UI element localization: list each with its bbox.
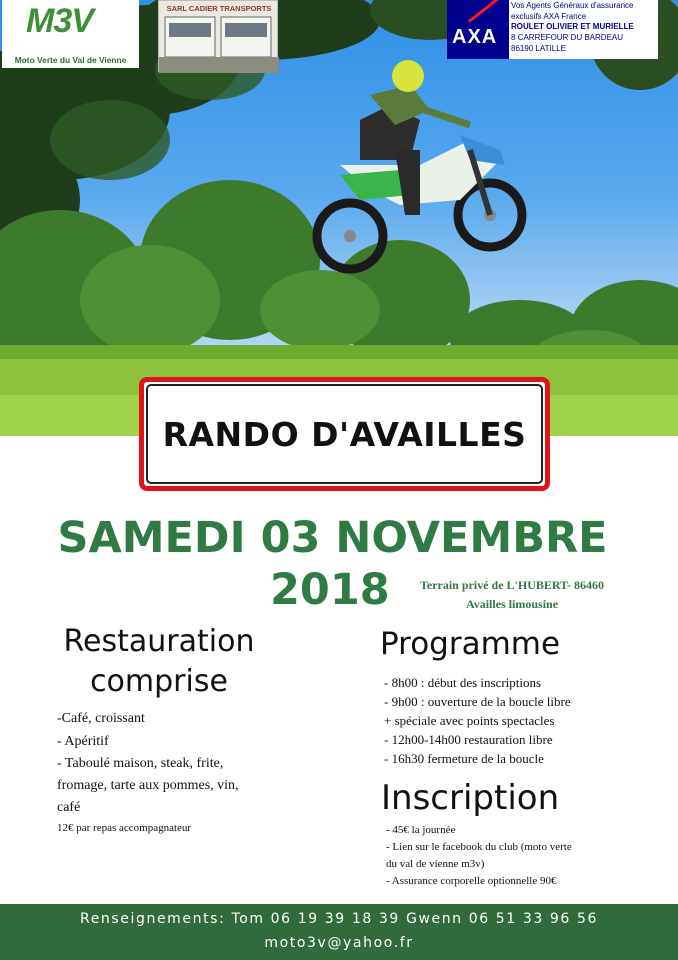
trucks-icon <box>159 1 279 73</box>
restauration-title-line-1: Restauration <box>63 624 255 659</box>
restauration-item: - Apéritif <box>57 734 109 749</box>
restauration-note: 12€ par repas accompagnateur <box>57 822 192 834</box>
axa-brand-box <box>447 0 509 59</box>
m3v-logo-name: Moto Verte du Val de Vienne <box>14 55 127 65</box>
axa-logo <box>447 0 658 59</box>
axa-line-2: exclusifs AXA France <box>511 12 587 21</box>
axa-line-5: 86190 LATILLE <box>511 44 567 53</box>
axa-line-3: ROULET OLIVIER ET MURIELLE <box>511 22 634 31</box>
programme-item: - 8h00 : début des inscriptions <box>384 675 542 690</box>
programme-item: - 9h00 : ouverture de la boucle libre <box>384 694 571 709</box>
restauration-item: - Taboulé maison, steak, frite, <box>57 756 224 771</box>
event-title: RANDO D'AVAILLES <box>162 415 527 454</box>
venue-line-2: Availles limousine <box>465 597 559 611</box>
event-title-sign <box>139 377 550 491</box>
m3v-logo-letters: M3V <box>26 2 93 40</box>
cadier-logo-name: SARL CADIER TRANSPORTS <box>166 4 272 13</box>
event-venue <box>412 576 612 614</box>
inscription-item: du val de vienne m3v) <box>386 858 485 870</box>
restauration-item: fromage, tarte aux pommes, vin, <box>57 778 239 793</box>
programme-item: - 12h00-14h00 restauration libre <box>384 732 553 747</box>
axa-line-1: Vos Agents Généraux d'assurance <box>511 1 634 10</box>
event-date: SAMEDI 03 NOVEMBRE <box>57 513 608 563</box>
footer-contact-info: Renseignements: Tom 06 19 39 18 39 Gwenn 06 51 33 96 56 <box>80 911 598 927</box>
restauration-title-line-2: comprise <box>90 664 228 699</box>
restauration-title <box>42 622 276 702</box>
programme-item: - 16h30 fermeture de la boucle <box>384 751 544 766</box>
m3v-logo <box>2 0 139 68</box>
footer-email-link[interactable]: moto3v@yahoo.fr <box>264 935 414 951</box>
programme-title: Programme <box>380 626 561 662</box>
inscription-title: Inscription <box>381 778 560 818</box>
restauration-item: café <box>57 800 81 815</box>
axa-line-4: 8 CARREFOUR DU BARDEAU <box>511 33 624 42</box>
contact-footer <box>0 904 678 960</box>
inscription-item: - Lien sur le facebook du club (moto verte <box>386 841 572 853</box>
hero-photo <box>0 0 678 436</box>
programme-item: + spéciale avec points spectacles <box>384 713 555 728</box>
inscription-item: - 45€ la journée <box>386 824 456 836</box>
cadier-transports-logo <box>158 0 278 72</box>
event-year: 2018 <box>270 565 390 615</box>
inscription-item: - Assurance corporelle optionnelle 90€ <box>386 875 557 887</box>
venue-line-1: Terrain privé de L'HUBERT- 86460 <box>419 578 605 592</box>
restauration-item: -Café, croissant <box>57 711 145 726</box>
axa-slash-icon <box>468 0 501 23</box>
axa-brand-word: AXA <box>452 26 498 48</box>
